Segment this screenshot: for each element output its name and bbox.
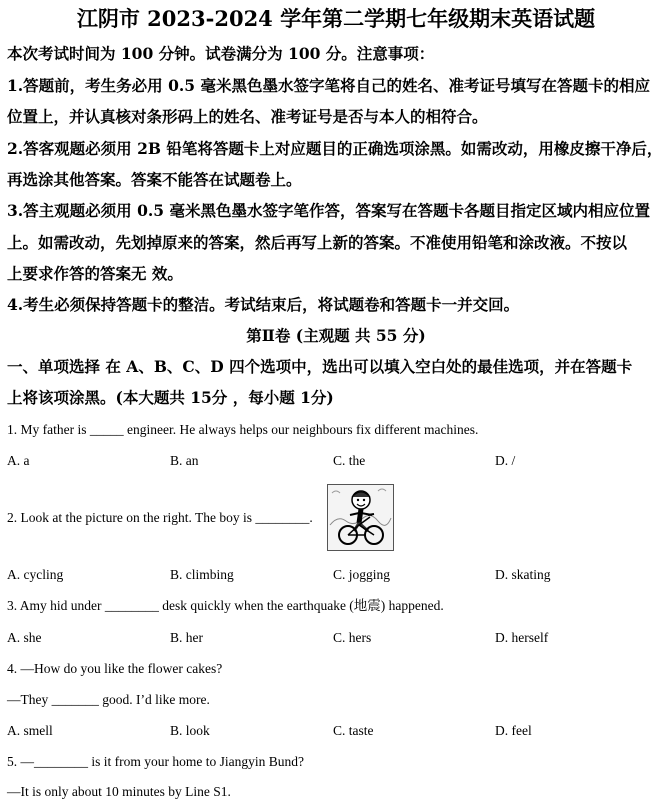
question-2-stem: 2. Look at the picture on the right. The boy is ________. [7,510,313,525]
question-4-option-a: A. smell [7,723,53,738]
question-1-option-b: B. an [170,453,199,468]
question-5-reply: —It is only about 10 minutes by Line S1. [7,784,231,799]
boy-cycling-picture [327,484,394,551]
question-4-stem: 4. —How do you like the flower cakes? [7,661,223,676]
question-3-option-c: C. hers [333,630,372,645]
question-1-option-c: C. the [333,453,366,468]
instruction-line: 3.答主观题必须用 0.5 毫米黑色墨水签字笔作答，答案写在答题卡各题目指定区域内相应位置 [7,201,650,220]
instruction-line: 上要求作答的答案无 效。 [7,264,183,283]
question-3-option-a: A. she [7,630,42,645]
instruction-line: 本次考试时间为 100 分钟。试卷满分为 100 分。注意事项： [7,44,435,63]
section-title: 第Ⅱ卷 (主观题 共 55 分) [246,326,426,345]
question-2-option-b: B. climbing [170,567,234,582]
question-1-option-a: A. a [7,453,30,468]
instruction-line: 2.答客观题必须用 2B 铅笔将答题卡上对应题目的正确选项涂黑。如需改动，用橡皮擦干净后， [7,139,663,158]
question-1-option-d: D. / [495,453,516,468]
question-4-option-d: D. feel [495,723,532,738]
question-3-option-d: D. herself [495,630,549,645]
question-3-option-b: B. her [170,630,203,645]
question-4-option-c: C. taste [333,723,374,738]
question-5-stem: 5. —________ is it from your home to Jiangyin Bund? [7,754,304,769]
question-2-option-c: C. jogging [333,567,391,582]
question-4-option-b: B. look [170,723,210,738]
exam-title: 江阴市 2023-2024 学年第二学期七年级期末英语试题 [76,6,596,31]
question-2-option-a: A. cycling [7,567,64,582]
instruction-line: 1.答题前，考生务必用 0.5 毫米黑色墨水签字笔将自己的姓名、准考证号填写在答题卡的相应 [7,76,650,95]
part-heading: 上将该项涂黑。(本大题共 15分 ，每小题 1分) [7,388,334,407]
question-4-reply: —They _______ good. I’d like more. [7,692,210,707]
question-1-stem: 1. My father is _____ engineer. He always helps our neighbours fix different machines. [7,422,479,437]
question-2-option-d: D. skating [495,567,551,582]
instruction-line: 再选涂其他答案。答案不能答在试题卷上。 [7,170,302,189]
instruction-line: 上。如需改动，先划掉原来的答案，然后再写上新的答案。不准使用铅笔和涂改液。不按以 [7,233,628,252]
boy-cycling-icon [328,485,393,550]
instruction-line: 位置上，并认真核对条形码上的姓名、准考证号是否与本人的相符合。 [7,107,488,126]
instruction-line: 4.考生必须保持答题卡的整洁。考试结束后，将试题卷和答题卡一并交回。 [7,295,520,314]
part-heading: 一、单项选择 在 A、B、C、D 四个选项中，选出可以填入空白处的最佳选项，并在答题卡 [7,357,633,376]
question-3-stem: 3. Amy hid under ________ desk quickly when the earthquake (地震) happened. [7,598,444,613]
